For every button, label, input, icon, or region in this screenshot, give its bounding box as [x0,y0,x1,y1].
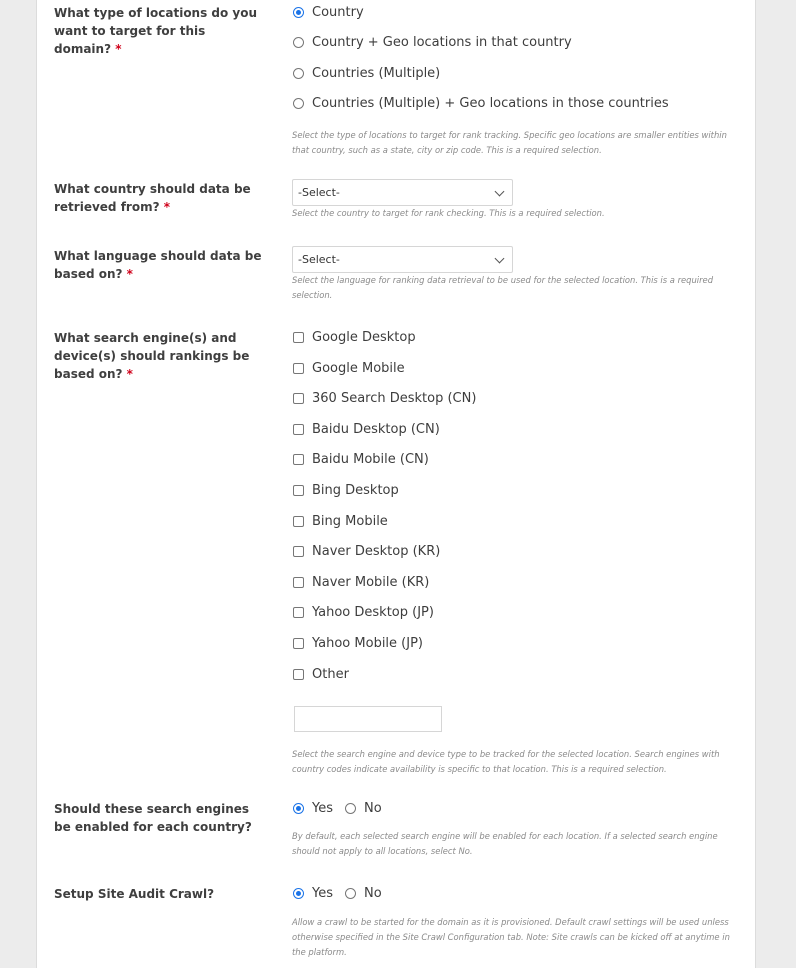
checkbox-label: Baidu Desktop (CN) [312,421,440,437]
checkbox-naver-mobile[interactable] [293,573,429,591]
radio-button[interactable] [293,37,304,48]
site-audit-help: Allow a crawl to be started for the domain as it is provisioned. Default crawl settings will be used unless otherwise specified in the Site Crawl Configuration tab. Note: Site crawls can be kicked off at anytime in the platform. [292,917,730,957]
radio-option-countries-multiple[interactable] [293,64,440,82]
required-mark: * [126,267,133,281]
engines-question: What search engine(s) and device(s) should rankings be based on? * [54,331,250,381]
checkbox-bing-mobile[interactable] [293,512,388,530]
checkbox[interactable] [293,669,304,680]
radio-label: No [364,885,382,901]
enable-each-country-radio-group [293,799,394,817]
radio-option-country-geo[interactable] [293,33,572,51]
checkbox-baidu-desktop[interactable] [293,420,440,438]
language-select[interactable] [292,246,513,273]
chevron-down-icon [495,187,505,197]
radio-option-no[interactable] [345,886,382,901]
checkbox[interactable] [293,638,304,649]
required-mark: * [163,200,171,214]
site-audit-radio-group [293,884,394,902]
checkbox[interactable] [293,546,304,557]
checkbox[interactable] [293,516,304,527]
checkbox-label: 360 Search Desktop (CN) [312,390,477,406]
checkbox-google-mobile[interactable] [293,359,405,377]
checkbox-label: Naver Mobile (KR) [312,574,430,590]
checkbox-naver-desktop[interactable] [293,542,440,560]
checkbox[interactable] [293,332,304,343]
radio-button[interactable] [293,68,304,79]
checkbox-label: Google Desktop [312,329,416,345]
radio-button[interactable] [293,803,304,814]
required-mark: * [115,42,122,56]
checkbox-label: Google Mobile [312,360,405,376]
checkbox-bing-desktop[interactable] [293,481,399,499]
other-engine-input[interactable] [294,706,442,732]
checkbox-label: Baidu Mobile (CN) [312,451,429,467]
enable-each-country-help: By default, each selected search engine will be enabled for each location. If a selected search engine should not apply to all locations, select No. [292,831,718,856]
radio-option-countries-multiple-geo[interactable] [293,94,669,112]
checkbox-baidu-mobile[interactable] [293,450,429,468]
checkbox-label: Yahoo Desktop (JP) [312,604,434,620]
checkbox[interactable] [293,363,304,374]
select-value: -Select- [298,253,340,266]
radio-button[interactable] [345,888,356,899]
country-help: Select the country to target for rank checking. This is a required selection. [292,208,605,218]
radio-label: Countries (Multiple) [312,65,441,81]
radio-label: No [364,800,382,816]
site-audit-question: Setup Site Audit Crawl? [54,887,215,901]
radio-option-yes[interactable] [293,886,333,901]
checkbox[interactable] [293,607,304,618]
checkbox-yahoo-desktop[interactable] [293,603,434,621]
checkbox[interactable] [293,454,304,465]
checkbox-360-search-desktop[interactable] [293,389,476,407]
checkbox[interactable] [293,393,304,404]
radio-label: Countries (Multiple) + Geo locations in those countries [312,95,669,111]
checkbox-label: Naver Desktop (KR) [312,543,441,559]
radio-button[interactable] [293,7,304,18]
radio-option-yes[interactable] [293,801,333,816]
checkbox[interactable] [293,424,304,435]
location-type-help: Select the type of locations to target for rank tracking. Specific geo locations are smaller entities within that country, such as a state, city or zip code. This is a required selection. [292,130,727,155]
select-value: -Select- [298,186,340,199]
location-type-question: What type of locations do you want to target for this domain? * [54,6,258,56]
radio-button[interactable] [293,888,304,899]
checkbox-label: Bing Desktop [312,482,399,498]
enable-each-country-question: Should these search engines be enabled for each country? [54,802,252,834]
checkbox-yahoo-mobile[interactable] [293,634,423,652]
radio-option-no[interactable] [345,801,382,816]
engines-help: Select the search engine and device type to be tracked for the selected location. Search engines with country codes indicate availability is specific to that location. This is a required selection. [292,749,720,774]
radio-option-country[interactable] [293,3,364,21]
radio-button[interactable] [293,98,304,109]
chevron-down-icon [495,254,505,264]
radio-label: Yes [312,800,333,816]
radio-label: Yes [312,885,333,901]
language-question: What language should data be based on? * [54,249,262,281]
checkbox-other[interactable] [293,665,349,683]
checkbox-label: Other [312,666,349,682]
language-help: Select the language for ranking data retrieval to be used for the selected location. This is a required selection. [292,275,714,300]
radio-label: Country + Geo locations in that country [312,34,572,50]
radio-label: Country [312,4,364,20]
country-select[interactable] [292,179,513,206]
country-question: What country should data be retrieved from? * [54,182,251,214]
checkbox-label: Bing Mobile [312,513,388,529]
checkbox[interactable] [293,485,304,496]
checkbox-google-desktop[interactable] [293,328,416,346]
radio-button[interactable] [345,803,356,814]
required-mark: * [126,367,133,381]
checkbox[interactable] [293,577,304,588]
checkbox-label: Yahoo Mobile (JP) [312,635,423,651]
